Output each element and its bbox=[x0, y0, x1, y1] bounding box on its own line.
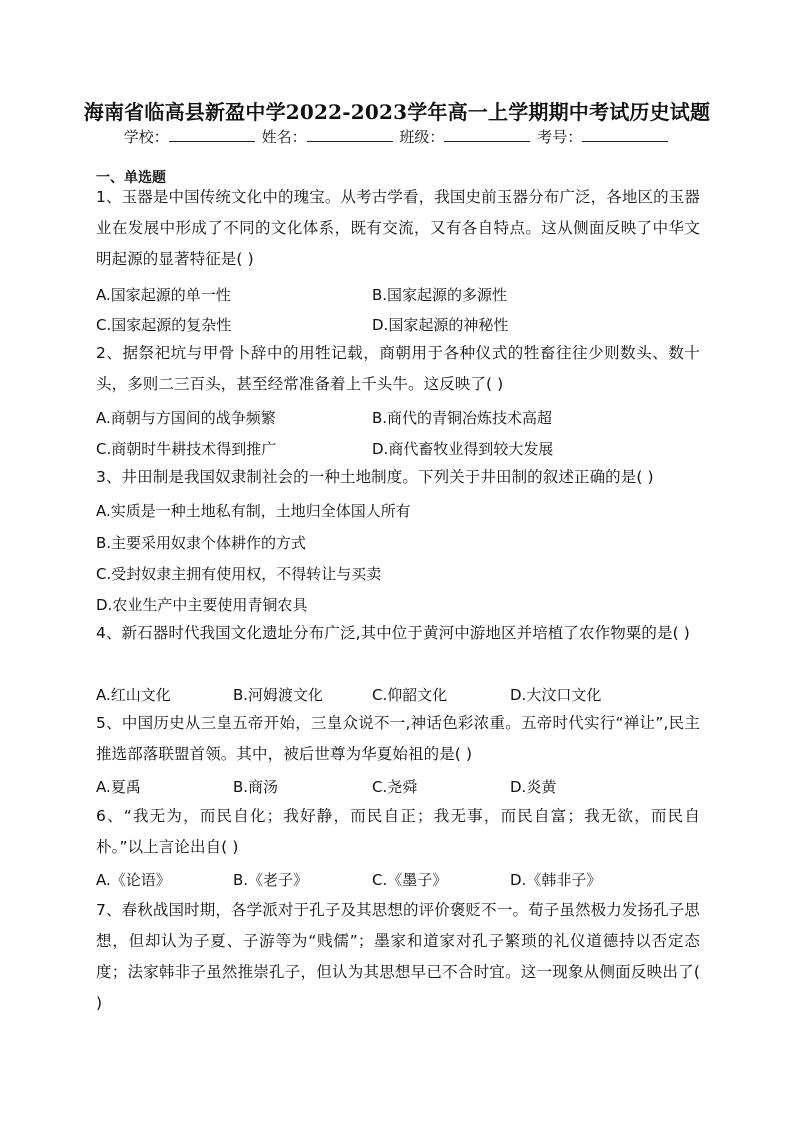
school-label: 学校： bbox=[123, 128, 169, 146]
class-blank[interactable] bbox=[444, 127, 530, 142]
q6-option-b[interactable]: B.《老子》 bbox=[233, 871, 309, 889]
q3-option-c[interactable]: C.受封奴隶主拥有使用权，不得转让与买卖 bbox=[96, 565, 382, 583]
question-6: 6、“我无为，而民自化；我好静，而民自正；我无事，而民自富；我无欲，而民自朴。”以上言论出自( ) bbox=[96, 807, 700, 856]
q1-option-d[interactable]: D.国家起源的神秘性 bbox=[372, 316, 509, 334]
exam-number-label: 考号： bbox=[537, 128, 583, 146]
q6-option-d[interactable]: D.《韩非子》 bbox=[510, 871, 602, 889]
q4-option-c[interactable]: C.仰韶文化 bbox=[372, 686, 448, 704]
q4-option-b[interactable]: B.河姆渡文化 bbox=[233, 686, 324, 704]
q5-option-b[interactable]: B.商汤 bbox=[233, 778, 279, 796]
question-7: 7、春秋战国时期，各学派对于孔子及其思想的评价褒贬不一。荀子虽然极力发扬孔子思想，但却认为子夏、子游等为“贱儒”；墨家和道家对孔子繁琐的礼仪道德持以否定态度；法家韩非子虽然推崇孔子，但认为其思想早已不合时宜。这一现象从侧面反映出了( ) bbox=[96, 901, 700, 1012]
q4-option-a[interactable]: A.红山文化 bbox=[96, 686, 171, 704]
q4-option-d[interactable]: D.大汶口文化 bbox=[510, 686, 602, 704]
student-info-line bbox=[0, 126, 794, 147]
question-1: 1、玉器是中国传统文化中的瑰宝。从考古学看，我国史前玉器分布广泛，各地区的玉器业在发展中形成了不同的文化体系，既有交流，又有各自特点。这从侧面反映了中华文明起源的显著特征是( ) bbox=[96, 188, 700, 268]
q2-option-c[interactable]: C.商朝时牛耕技术得到推广 bbox=[96, 440, 277, 458]
q6-option-c[interactable]: C.《墨子》 bbox=[372, 871, 448, 889]
question-4: 4、新石器时代我国文化遗址分布广泛,其中位于黄河中游地区并培植了农作物粟的是( ) bbox=[96, 624, 690, 642]
school-blank[interactable] bbox=[169, 127, 255, 142]
q1-option-b[interactable]: B.国家起源的多源性 bbox=[372, 286, 508, 304]
name-blank[interactable] bbox=[307, 127, 393, 142]
q5-option-a[interactable]: A.夏禹 bbox=[96, 778, 141, 796]
question-2: 2、据祭祀坑与甲骨卜辞中的用牲记载，商朝用于各种仪式的牲畜往往少则数头、数十头，多则二三百头，甚至经常准备着上千头牛。这反映了( ) bbox=[96, 344, 700, 393]
section-heading: 一、单选题 bbox=[96, 170, 166, 186]
exam-number-blank[interactable] bbox=[582, 127, 668, 142]
question-5: 5、中国历史从三皇五帝开始，三皇众说不一,神话色彩浓重。五帝时代实行“禅让”,民主推选部落联盟首领。其中，被后世尊为华夏始祖的是( ) bbox=[96, 714, 700, 763]
q3-option-b[interactable]: B.主要采用奴隶个体耕作的方式 bbox=[96, 534, 307, 552]
q3-option-d[interactable]: D.农业生产中主要使用青铜农具 bbox=[96, 596, 308, 614]
exam-title: 海南省临高县新盈中学2022-2023学年高一上学期期中考试历史试题 bbox=[83, 100, 711, 124]
class-label: 班级： bbox=[399, 128, 445, 146]
q5-option-c[interactable]: C.尧舜 bbox=[372, 778, 418, 796]
name-label: 姓名： bbox=[261, 128, 307, 146]
q1-option-a[interactable]: A.国家起源的单一性 bbox=[96, 286, 231, 304]
question-3: 3、井田制是我国奴隶制社会的一种土地制度。下列关于井田制的叙述正确的是( ) bbox=[96, 468, 654, 486]
q6-option-a[interactable]: A.《论语》 bbox=[96, 871, 171, 889]
q2-option-a[interactable]: A.商朝与方国间的战争频繁 bbox=[96, 409, 276, 427]
q2-option-b[interactable]: B.商代的青铜冶炼技术高超 bbox=[372, 409, 553, 427]
q1-option-c[interactable]: C.国家起源的复杂性 bbox=[96, 316, 232, 334]
q2-option-d[interactable]: D.商代畜牧业得到较大发展 bbox=[372, 440, 554, 458]
q3-option-a[interactable]: A.实质是一种土地私有制，土地归全体国人所有 bbox=[96, 502, 411, 520]
q5-option-d[interactable]: D.炎黄 bbox=[510, 778, 557, 796]
